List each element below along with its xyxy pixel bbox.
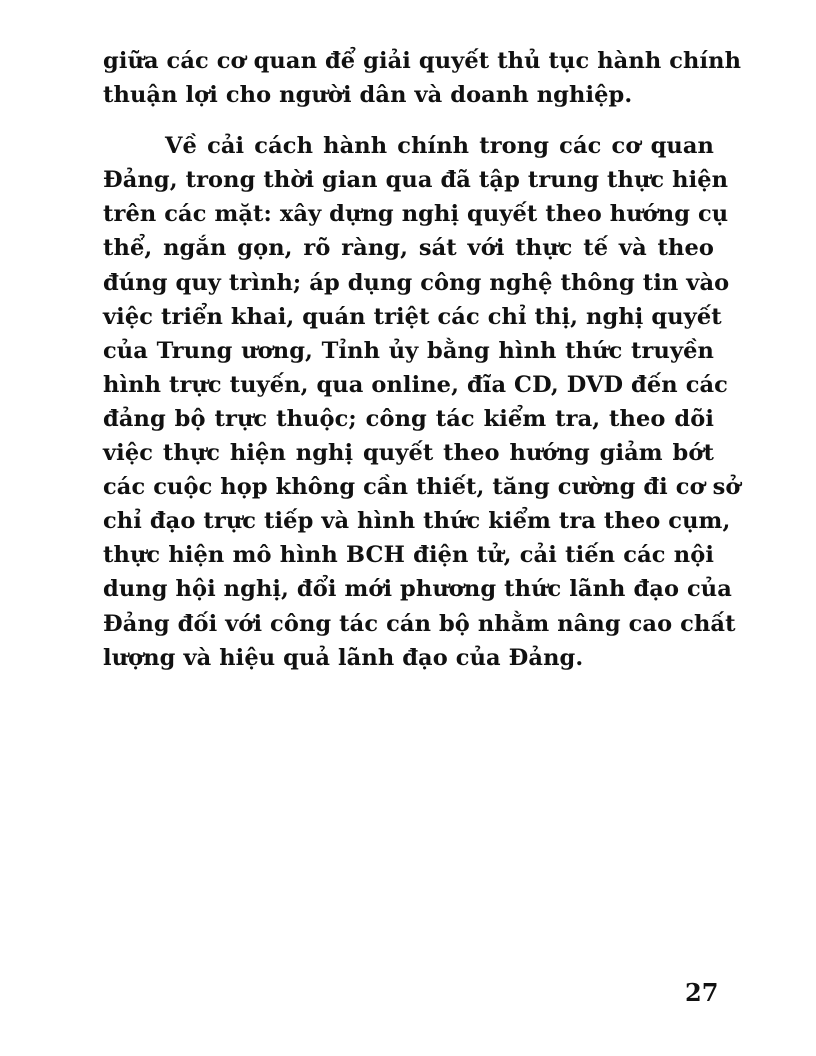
paragraph-1 (103, 44, 742, 112)
text-line: chỉ đạo trực tiếp và hình thức kiểm tra theo cụm, (103, 508, 731, 535)
text-line: thể, ngắn gọn, rõ ràng, sát với thực tế và theo (103, 235, 714, 262)
text-line: Đảng, trong thời gian qua đã tập trung thực hiện (103, 167, 729, 194)
paragraph-spacer (103, 112, 714, 129)
page-number: 27 (685, 978, 719, 1007)
text-line: Về cải cách hành chính trong các cơ quan (165, 133, 714, 160)
text-line: hình trực tuyến, qua online, đĩa CD, DVD đến các (103, 371, 728, 398)
text-line: các cuộc họp không cần thiết, tăng cường đi cơ sở (103, 474, 741, 501)
text-line: dung hội nghị, đổi mới phương thức lãnh đạo của (103, 576, 732, 603)
page-body (103, 44, 742, 675)
text-line: đúng quy trình; áp dụng công nghệ thông tin vào (103, 269, 730, 296)
text-line: Đảng đối với công tác cán bộ nhằm nâng cao chất (103, 610, 736, 637)
text-line: lượng và hiệu quả lãnh đạo của Đảng. (103, 644, 584, 671)
text-line: đảng bộ trực thuộc; công tác kiểm tra, theo dõi (103, 405, 714, 432)
text-line: của Trung ương, Tỉnh ủy bằng hình thức truyền (103, 337, 714, 364)
paragraph-2 (103, 129, 741, 675)
text-line: giữa các cơ quan để giải quyết thủ tục hành chính (103, 48, 742, 74)
text-line: trên các mặt: xây dựng nghị quyết theo hướng cụ (103, 201, 729, 228)
text-line: thuận lợi cho người dân và doanh nghiệp. (103, 82, 633, 109)
text-line: thực hiện mô hình BCH điện tử, cải tiến các nội (103, 542, 714, 569)
text-line: việc thực hiện nghị quyết theo hướng giảm bớt (103, 440, 714, 467)
text-line: việc triển khai, quán triệt các chỉ thị, nghị quyết (103, 303, 722, 330)
